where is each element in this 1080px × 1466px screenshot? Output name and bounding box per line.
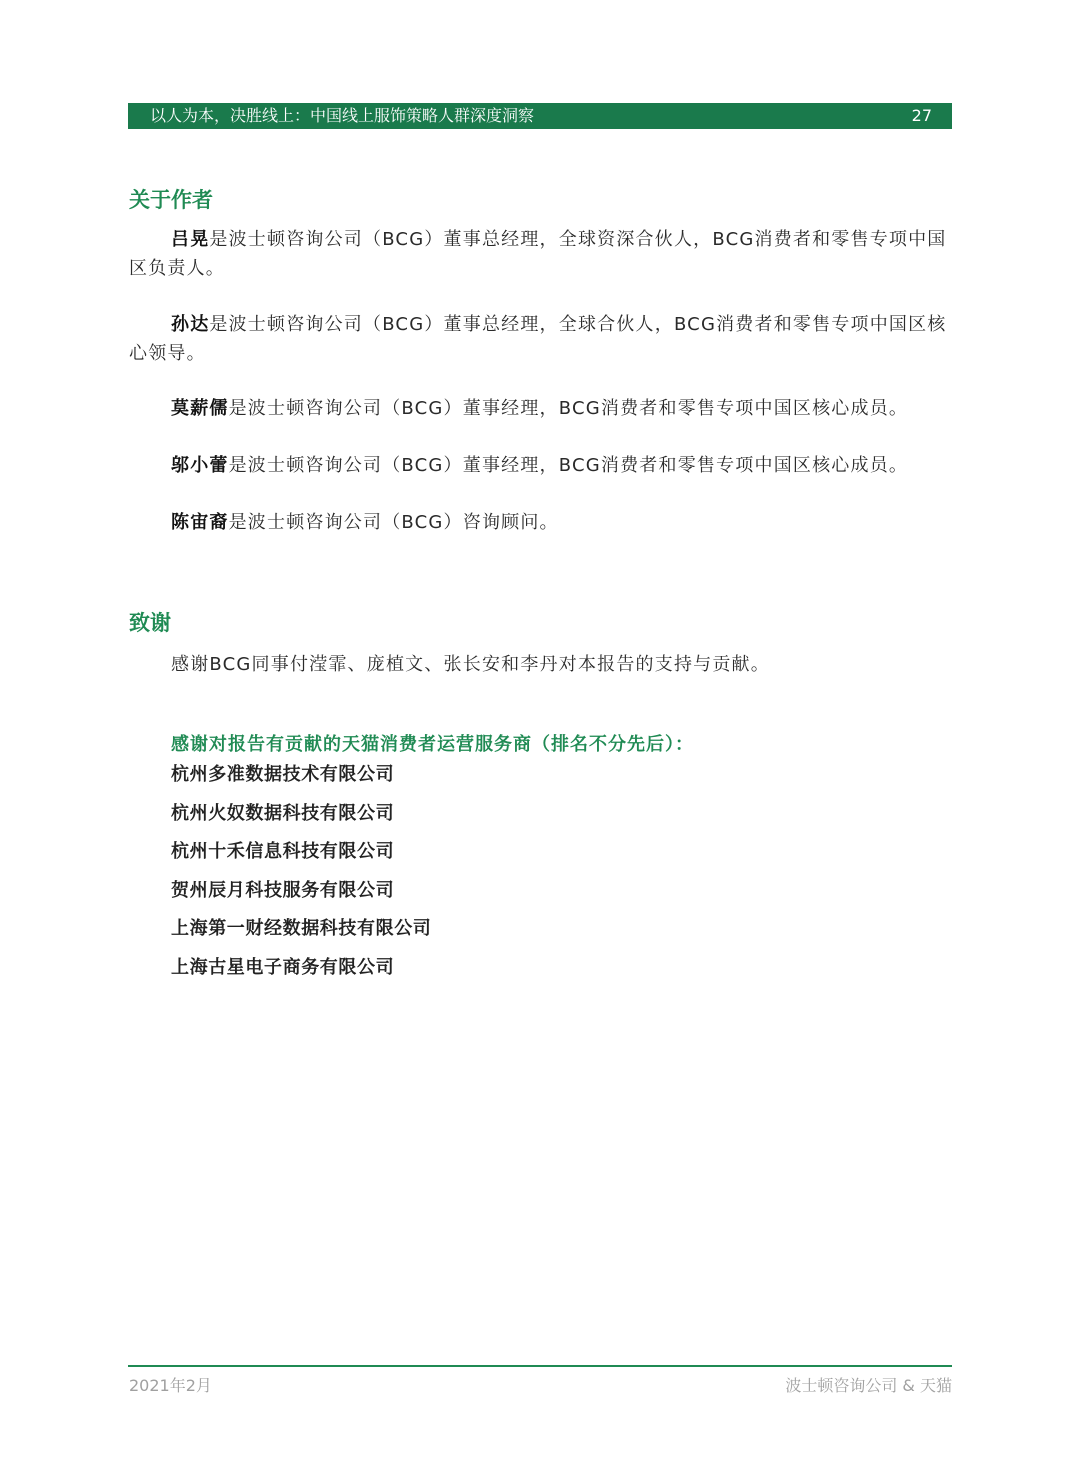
footer-date: 2021年2月 bbox=[129, 1376, 212, 1395]
list-item: 杭州火奴数据科技有限公司 bbox=[171, 802, 395, 824]
header-bar bbox=[128, 103, 952, 129]
list-item: 上海古星电子商务有限公司 bbox=[171, 956, 395, 978]
author-name: 莫薪儒 bbox=[171, 398, 229, 419]
footer-publisher: 波士顿咨询公司 & 天猫 bbox=[785, 1376, 952, 1395]
author-name: 孙达 bbox=[171, 314, 210, 335]
report-title: 以人为本，决胜线上：中国线上服饰策略人群深度洞察 bbox=[150, 106, 535, 125]
acknowledgements-heading: 致谢 bbox=[129, 611, 171, 635]
acknowledgements-text: 感谢BCG同事付滢霏、庞植文、张长安和李丹对本报告的支持与贡献。 bbox=[171, 654, 770, 675]
footer-divider bbox=[128, 1365, 952, 1367]
author-description: 是波士顿咨询公司（BCG）董事经理，BCG消费者和零售专项中国区核心成员。 bbox=[228, 398, 909, 419]
author-description: 是波士顿咨询公司（BCG）董事经理，BCG消费者和零售专项中国区核心成员。 bbox=[228, 455, 909, 476]
author-name: 吕晃 bbox=[171, 229, 210, 250]
author-entry bbox=[129, 394, 953, 423]
list-item: 杭州十禾信息科技有限公司 bbox=[171, 841, 395, 862]
partner-list bbox=[171, 762, 431, 993]
author-name: 邬小蕾 bbox=[171, 455, 229, 476]
list-item: 杭州多准数据技术有限公司 bbox=[171, 764, 395, 785]
author-description: 是波士顿咨询公司（BCG）董事总经理，全球合伙人，BCG消费者和零售专项中国区核心领导。 bbox=[129, 314, 947, 364]
author-entry bbox=[129, 451, 953, 480]
author-entry bbox=[129, 225, 953, 283]
author-description: 是波士顿咨询公司（BCG）咨询顾问。 bbox=[228, 512, 559, 533]
authors-heading: 关于作者 bbox=[129, 188, 213, 212]
list-item: 上海第一财经数据科技有限公司 bbox=[171, 918, 432, 939]
author-name: 陈宙裔 bbox=[171, 512, 229, 533]
author-description: 是波士顿咨询公司（BCG）董事总经理，全球资深合伙人，BCG消费者和零售专项中国区负责人。 bbox=[129, 229, 947, 279]
author-entry bbox=[129, 508, 953, 537]
list-item: 贺州辰月科技服务有限公司 bbox=[171, 879, 395, 901]
page-number: 27 bbox=[911, 106, 932, 125]
author-entry bbox=[129, 310, 953, 368]
partners-heading: 感谢对报告有贡献的天猫消费者运营服务商（排名不分先后）： bbox=[171, 734, 694, 755]
